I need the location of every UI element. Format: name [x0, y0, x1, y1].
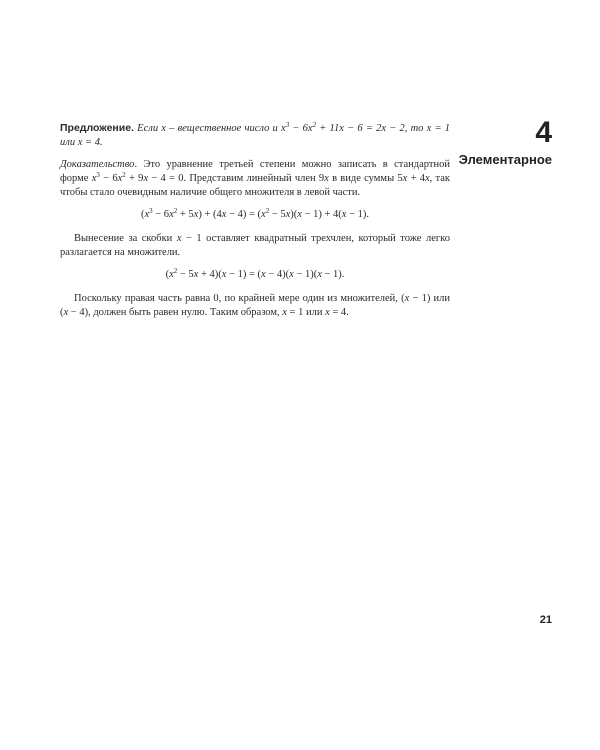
- proposition: [60, 121, 450, 150]
- equation-2: $(x^2 - 5x + 4)(x - 1) = (x - 4)(x - 1)(x - 1)$.: [165, 267, 345, 280]
- conclusion-paragraph: Поскольку правая часть равна 0, по крайней мере один из множителей, (x − 1) или (x − 4), должен быть равен нулю. Таким образом, x = 1 или x = 4.: [60, 293, 450, 318]
- proof-paragraph: Доказательство. Это уравнение третьей степени можно записать в стандартной форме $x^3 - 6x^2 + 9x - 4 = 0$. Представим линейный член 9x в виде суммы 5x + 4x, так чтобы стало очевидным наличие общего множителя в левой части.: [60, 159, 451, 198]
- page-number: 21: [539, 614, 552, 626]
- section-number: 4: [535, 116, 552, 149]
- proof-label: Доказательство: [60, 159, 135, 170]
- proposition-statement: Если x – вещественное число и $x^3 - 6x^2 + 11x - 6 = 2x - 2$, то x = 1 или x = 4.: [60, 121, 451, 148]
- equation-1: $(x^3 - 6x^2 + 5x) + (4x - 4) = (x^2 - 5x)(x - 1) + 4(x - 1)$.: [140, 207, 370, 220]
- main-text: [60, 121, 450, 328]
- section-title: Элементарное: [458, 152, 552, 167]
- proposition-label: Предложение.: [60, 122, 134, 134]
- factoring-paragraph: Вынесение за скобки x − 1 оставляет квадратный трехчлен, который тоже легко разлагается на множители.: [60, 233, 450, 258]
